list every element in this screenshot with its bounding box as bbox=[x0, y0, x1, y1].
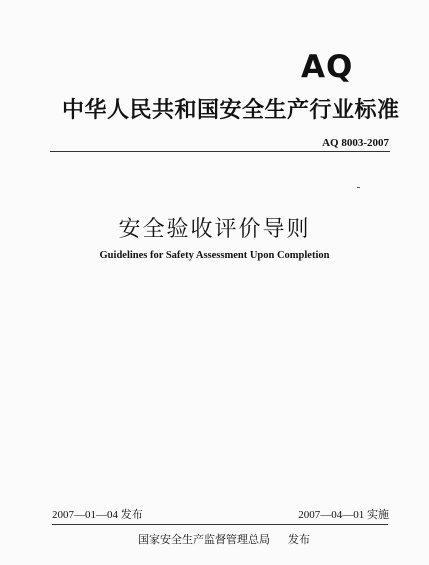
footer-divider bbox=[52, 524, 388, 525]
document-title: 安全验收评价导则 bbox=[118, 217, 311, 242]
issue-date: 2007—01—04 发布 bbox=[52, 509, 143, 521]
standard-number: AQ 8003-2007 bbox=[322, 137, 389, 149]
publisher: 国家安全生产监督管理总局 bbox=[138, 533, 270, 546]
header-divider bbox=[50, 151, 390, 152]
aq-logo: AQ bbox=[301, 49, 354, 85]
implementation-date: 2007—04—01 实施 bbox=[298, 509, 389, 521]
document-subtitle: Guidelines for Safety Assessment Upon Completion bbox=[99, 250, 330, 261]
org-title: 中华人民共和国安全生产行业标准 bbox=[62, 98, 400, 123]
scan-speck bbox=[357, 187, 360, 188]
publish-label: 发布 bbox=[288, 533, 310, 546]
